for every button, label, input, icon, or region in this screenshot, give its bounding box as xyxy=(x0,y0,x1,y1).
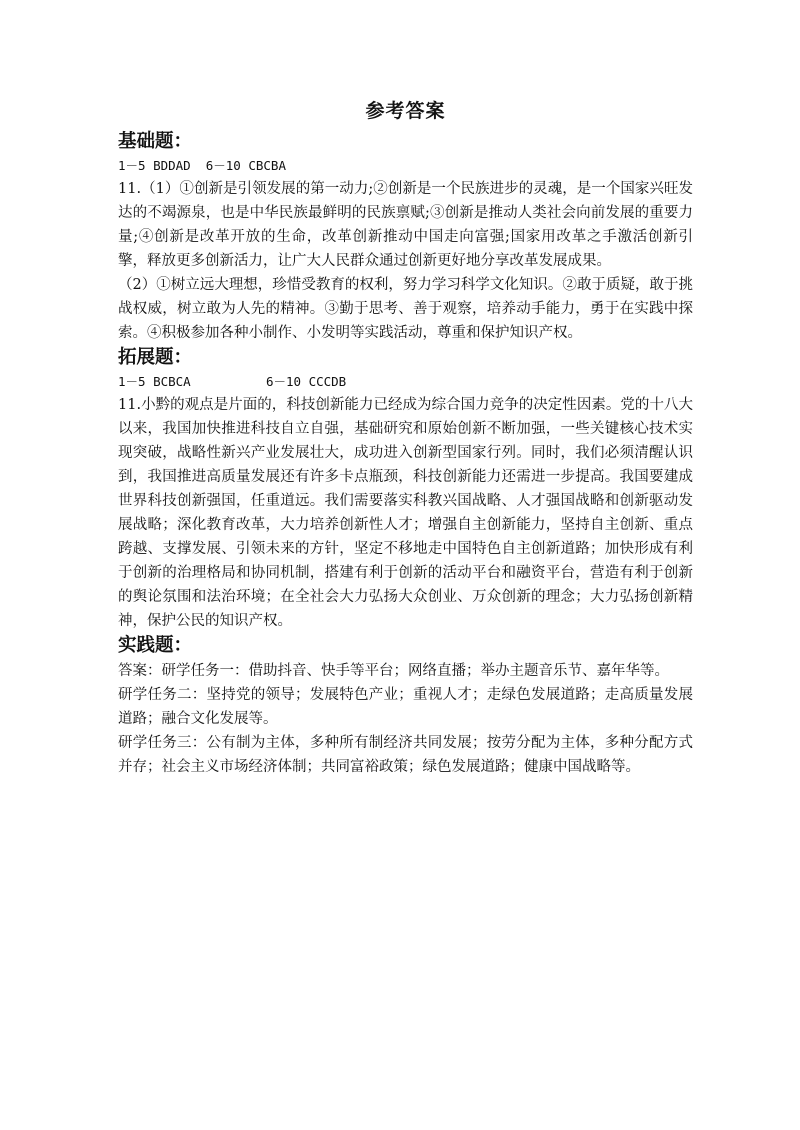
paragraph-basic-q11-part1: 11.（1）①创新是引领发展的第一动力;②创新是一个民族进步的灵魂，是一个国家兴旺发达的不竭源泉，也是中华民族最鲜明的民族禀赋;③创新是推动人类社会向前发展的重要力量;④创新是改革开放的生命，改革创新推动中国走向富强;国家用改革之手激活创新引擎，释放更多创新活力，让广大人民群众通过创新更好地分享改革发展成果。 xyxy=(118,181,693,269)
paragraph-extension-q11: 11.小黔的观点是片面的，科技创新能力已经成为综合国力竞争的决定性因素。党的十八大以来，我国加快推进科技自立自强，基础研究和原始创新不断加强，一些关键核心技术实现突破，战略性新兴产业发展壮大，成功进入创新型国家行列。同时，我们必须清醒认识到，我国推进高质量发展还有许多卡点瓶颈，科技创新能力还需进一步提高。我国要建成世界科技创新强国，任重道远。我们需要落实科教兴国战略、人才强国战略和创新驱动发展战略；深化教育改革，大力培养创新性人才；增强自主创新能力，坚持自主创新、重点跨越、支撑发展、引领未来的方针，坚定不移地走中国特色自主创新道路；加快形成有利于创新的治理格局和协同机制，搭建有利于创新的活动平台和融资平台，营造有利于创新的舆论氛围和法治环境；在全社会大力弘扬大众创业、万众创新的理念；大力弘扬创新精神，保护公民的知识产权。 xyxy=(118,397,693,629)
answer-key-extension: 1－5 BCBCA 6－10 CCCDB xyxy=(118,374,347,389)
paragraph-practice-task2: 研学任务二：坚持党的领导；发展特色产业；重视人才；走绿色发展道路；走高质量发展道路；融合文化发展等。 xyxy=(118,687,693,727)
page-title: 参考答案 xyxy=(365,100,446,122)
section-extension xyxy=(118,345,693,633)
answer-document xyxy=(118,96,693,779)
answer-key-basic: 1－5 BDDAD 6－10 CBCBA xyxy=(118,158,286,173)
paragraph-practice-task3: 研学任务三：公有制为主体，多种所有制经济共同发展；按劳分配为主体，多种分配方式并存；社会主义市场经济体制；共同富裕政策；绿色发展道路；健康中国战略等。 xyxy=(118,735,693,775)
section-heading-basic: 基础题： xyxy=(118,131,193,152)
section-heading-extension: 拓展题： xyxy=(118,347,193,368)
section-heading-practice: 实践题： xyxy=(118,635,193,656)
section-basic xyxy=(118,129,693,345)
section-practice xyxy=(118,633,693,779)
paragraph-basic-q11-part2: （2）①树立远大理想，珍惜受教育的权利，努力学习科学文化知识。②敢于质疑，敢于挑战权威，树立敢为人先的精神。③勤于思考、善于观察，培养动手能力，勇于在实践中探索。④积极参加各种小制作、小发明等实践活动，尊重和保护知识产权。 xyxy=(118,277,693,341)
paragraph-practice-task1: 答案：研学任务一：借助抖音、快手等平台；网络直播；举办主题音乐节、嘉年华等。 xyxy=(118,663,669,679)
